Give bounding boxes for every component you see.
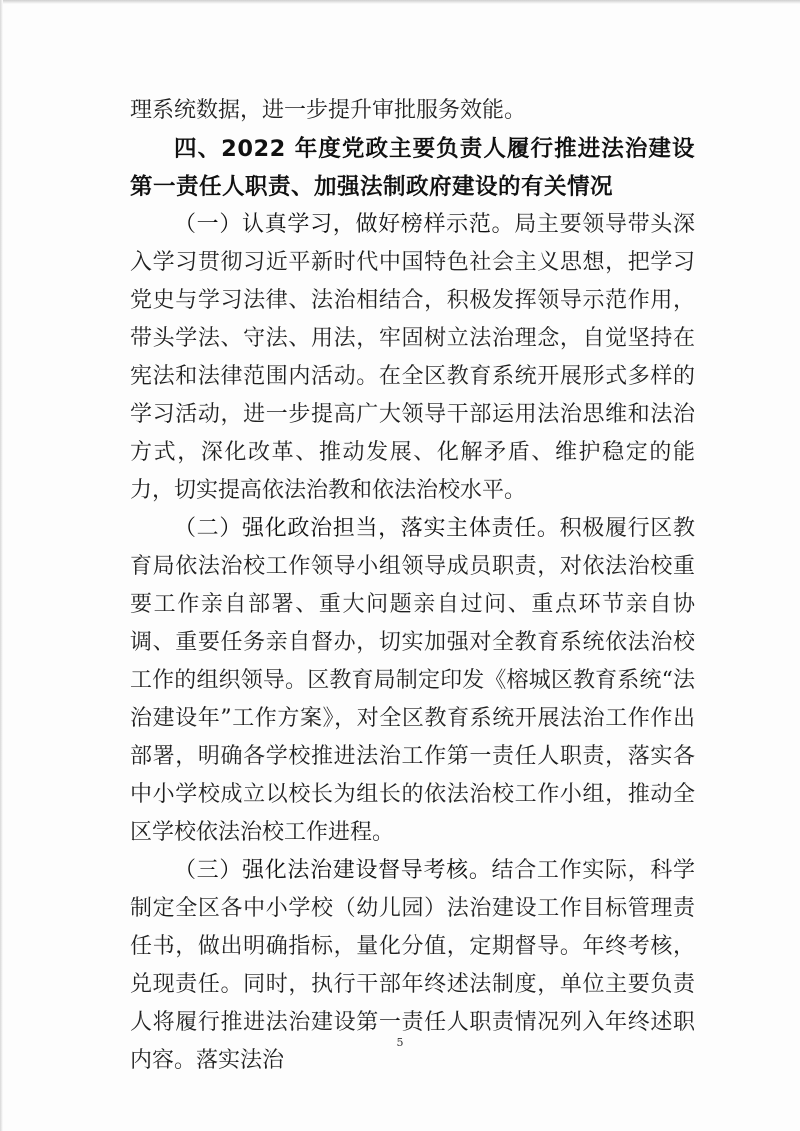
paragraph-2-lead: （二）强化政治担当，落实主体责任。: [174, 516, 560, 541]
paragraph-2: [130, 510, 695, 852]
paragraph-1-body: 局主要领导带头深入学习贯彻习近平新时代中国特色社会主义思想，把学习党史与学习法律、法治相结合，积极发挥领导示范作用，带头学法、守法、用法，牢固树立法治理念，自觉坚持在宪法和法律范围内活动。在全区教育系统开展形式多样的学习活动，进一步提高广大领导干部运用法治思维和法治方式，深化改革、推动发展、化解矛盾、维护稳定的能力，切实提高依法治教和依法治校水平。: [130, 212, 695, 503]
document-body: [130, 92, 695, 1080]
paragraph-3-lead: （三）强化法治建设督导考核。: [174, 858, 492, 883]
continuation-paragraph: 理系统数据，进一步提升审批服务效能。: [130, 98, 527, 123]
scan-edge-left: [0, 0, 3, 1131]
page-number: 5: [396, 1036, 404, 1049]
paragraph-3-body: 结合工作实际，科学制定全区各中小学校（幼儿园）法治建设工作目标管理责任书，做出明确指标，量化分值，定期督导。年终考核，兑现责任。同时，执行干部年终述法制度，单位主要负责人将履行推进法治建设第一责任人职责情况列入年终述职内容。落实法治: [130, 858, 695, 1073]
section-heading: 四、2022 年度党政主要负责人履行推进法治建设第一责任人职责、加强法制政府建设的有关情况: [130, 136, 695, 200]
paragraph-1-lead: （一）认真学习，做好榜样示范。: [174, 212, 515, 237]
paragraph-1: [130, 206, 695, 510]
scan-edge-top: [0, 0, 800, 4]
paragraph-2-body: 积极履行区教育局依法治校工作领导小组领导成员职责，对依法治校重要工作亲自部署、重大问题亲自过问、重点环节亲自协调、重要任务亲自督办，切实加强对全教育系统依法治校工作的组织领导。区教育局制定印发《榕城区教育系统“法治建设年”工作方案》，对全区教育系统开展法治工作作出部署，明确各学校推进法治工作第一责任人职责，落实各中小学校成立以校长为组长的依法治校工作小组，推动全区学校依法治校工作进程。: [130, 516, 695, 845]
